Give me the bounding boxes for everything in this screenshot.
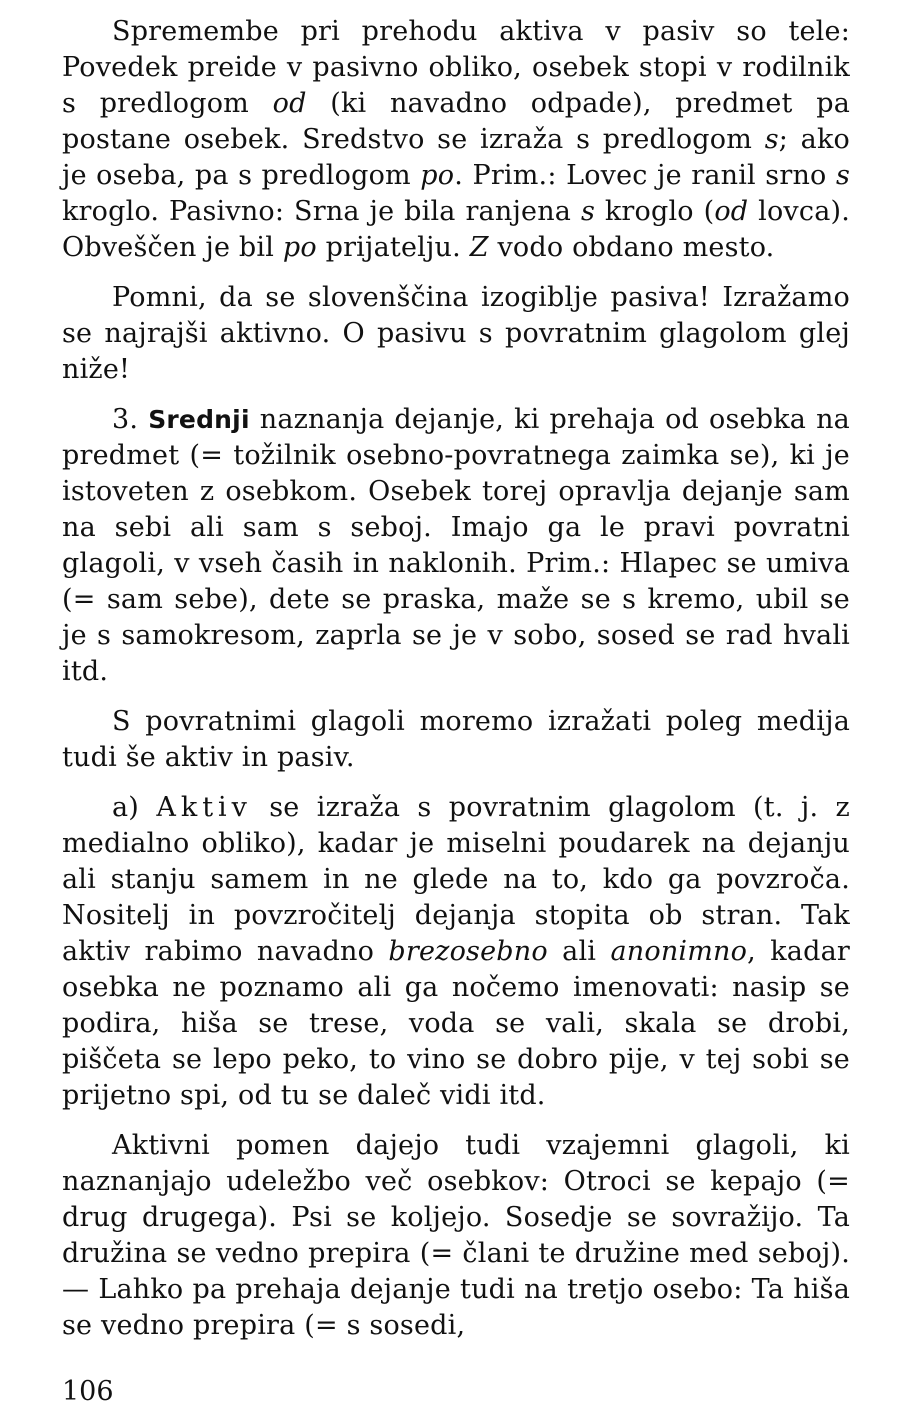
- paragraph-passive-changes: [62, 14, 850, 266]
- text-run: 3.: [112, 404, 149, 435]
- paragraph-avoid-passive: [62, 280, 850, 388]
- text-run: Pomni, da se slovenščina izogiblje pasiva! Izražamo se najrajši aktivno. O pasivu s povratnim glagolom glej niže!: [62, 282, 850, 385]
- italic-term: od: [714, 196, 749, 227]
- italic-term: s: [580, 196, 595, 227]
- text-run: . Prim.: Lovec je ranil srno: [454, 160, 836, 191]
- text-run: Aktivni pomen dajejo tudi vzajemni glagoli, ki naznanjajo udeležbo več osebkov: Otroci se kepajo (= drug drugega). Psi se koljejo. Sosedje se sovražijo. Ta družina se vedno prepira (= člani te družine med seboj). — Lahko pa prehaja dejanje tudi na tretjo osebo: Ta hiša se vedno prepira (= s sosedi,: [62, 1130, 850, 1341]
- italic-term: anonimno: [610, 936, 748, 967]
- italic-term: od: [272, 88, 307, 119]
- text-run: vodo obdano mesto.: [488, 232, 775, 263]
- text-run: lovca). Obveščen je bil: [62, 196, 851, 263]
- text-run: kroglo (: [595, 196, 715, 227]
- text-run: prijatelju.: [316, 232, 470, 263]
- page-number: 106: [62, 1376, 114, 1407]
- italic-term: po: [420, 160, 455, 191]
- text-run: S povratnimi glagoli moremo izražati poleg medija tudi še aktiv in pasiv.: [62, 706, 850, 773]
- paragraph-reciprocal-verbs: [62, 1128, 850, 1344]
- page-body: [62, 14, 850, 1358]
- italic-term: s: [764, 124, 779, 155]
- italic-term: brezosebno: [388, 936, 548, 967]
- text-run: a): [112, 792, 157, 823]
- text-run: Spremembe pri prehodu aktiva v pasiv so tele: Povedek preide v pasivno obliko, osebek stopi v rodilnik s predlogom: [62, 16, 850, 119]
- paragraph-reflexive-verbs: [62, 704, 850, 776]
- italic-term: s: [835, 160, 851, 191]
- text-run: ; ako je oseba, pa s predlogom: [62, 124, 850, 191]
- bold-term: Srednji: [148, 405, 250, 434]
- spaced-term: Aktiv: [156, 792, 252, 823]
- paragraph-middle-voice: [62, 402, 850, 690]
- italic-term: Z: [469, 232, 489, 263]
- text-run: naznanja dejanje, ki prehaja od osebka na predmet (= tožilnik osebno-povratnega zaimka se), ki je istoveten z osebkom. Osebek torej opravlja dejanje sam na sebi ali sam s seboj. Imajo ga le pravi povratni glagoli, v vseh časih in naklonih. Prim.: Hlapec se umiva (= sam sebe), dete se praska, maže se s kremo, ubil se je s samokresom, zaprla se je v sobo, sosed se rad hvali itd.: [62, 404, 850, 687]
- text-run: ali: [547, 936, 611, 967]
- text-run: se izraža s povratnim glagolom (t. j. z medialno obliko), kadar je miselni poudarek na dejanju ali stanju samem in ne glede na to, kdo ga povzroča. Nositelj in povzročitelj dejanja stopita ob stran. Tak aktiv rabimo navadno: [62, 792, 850, 967]
- text-run: (ki navadno odpade), predmet pa postane osebek. Sredstvo se izraža s predlogom: [62, 88, 851, 155]
- text-run: , kadar osebka ne poznamo ali ga nočemo imenovati: nasip se podira, hiša se trese, voda se vali, skala se drobi, piščeta se lepo peko, to vino se dobro pije, v tej sobi se prijetno spi, od tu se daleč vidi itd.: [62, 936, 850, 1111]
- text-run: kroglo. Pasivno: Srna je bila ranjena: [62, 196, 581, 227]
- italic-term: po: [282, 232, 317, 263]
- paragraph-active-reflexive: [62, 790, 850, 1114]
